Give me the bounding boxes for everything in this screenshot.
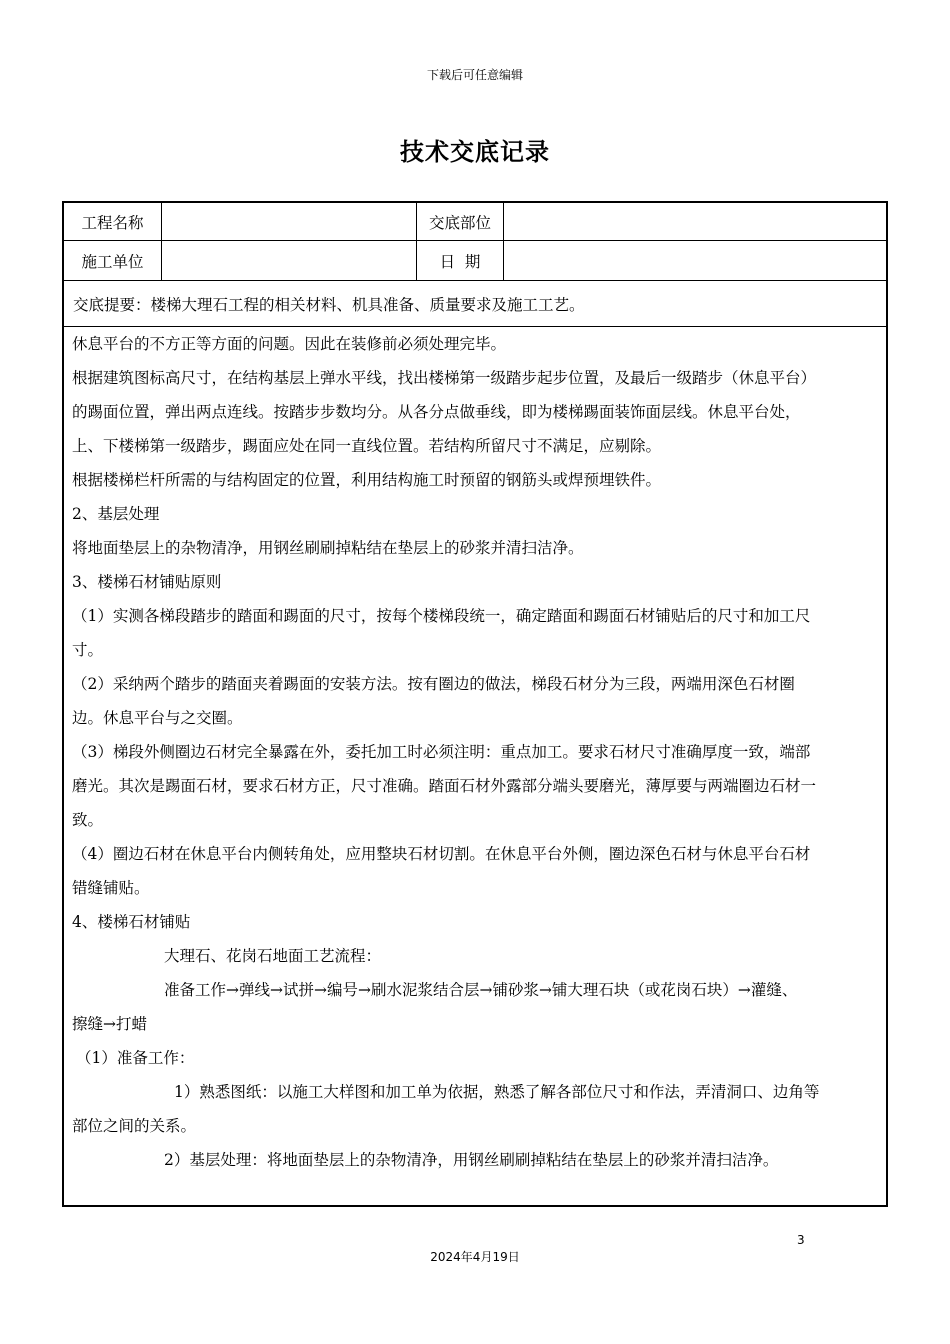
project-name-label: 工程名称: [81, 213, 144, 232]
content-line: 根据楼梯栏杆所需的与结构固定的位置，利用结构施工时预留的钢筋头或焊预埋铁件。: [72, 471, 662, 489]
disclosure-content: [64, 327, 886, 1177]
record-table: [62, 201, 888, 1207]
content-line: 寸。: [72, 641, 104, 659]
unit-field[interactable]: [161, 241, 416, 280]
content-line: 擦缝→打蜡: [72, 1015, 147, 1033]
content-line: （1）实测各梯段踏步的踏面和踢面的尺寸，按每个楼梯段统一，确定踏面和踢面石材铺贴后的尺寸和加工尺: [72, 607, 811, 625]
content-line: 2）基层处理：将地面垫层上的杂物清净，用钢丝刷刷掉粘结在垫层上的砂浆并清扫洁净。: [164, 1151, 779, 1169]
content-line: 1）熟悉图纸：以施工大样图和加工单为依据，熟悉了解各部位尺寸和作法，弄清洞口、边角等: [174, 1083, 820, 1101]
footer-date: 2024年4月19日: [430, 1250, 520, 1264]
content-line: （3）梯段外侧圈边石材完全暴露在外，委托加工时必须注明：重点加工。要求石材尺寸准确厚度一致，端部: [72, 743, 811, 761]
section-heading: 2、基层处理: [72, 505, 160, 523]
content-line: 休息平台的不方正等方面的问题。因此在装修前必须处理完毕。: [72, 335, 507, 353]
location-field[interactable]: [503, 203, 886, 240]
form-row-unit: [64, 241, 886, 281]
project-name-field[interactable]: [161, 203, 416, 240]
content-line: 的踢面位置，弹出两点连线。按踏步步数均分。从各分点做垂线，即为楼梯踢面装饰面层线。休息平台处，: [72, 403, 801, 421]
content-line: 致。: [72, 811, 104, 829]
content-line: （1）准备工作：: [76, 1049, 195, 1067]
content-line: 将地面垫层上的杂物清净，用钢丝刷刷掉粘结在垫层上的砂浆并清扫洁净。: [72, 539, 584, 557]
document-title: 技术交底记录: [400, 137, 550, 166]
content-line: 边。休息平台与之交圈。: [72, 709, 243, 727]
content-line: （4）圈边石材在休息平台内侧转角处，应用整块石材切割。在休息平台外侧，圈边深色石材与休息平台石材: [72, 845, 811, 863]
location-label: 交底部位: [416, 203, 503, 240]
content-line: 根据建筑图标高尺寸，在结构基层上弹水平线，找出楼梯第一级踏步起步位置，及最后一级踏步（休息平台）: [72, 369, 817, 387]
header-note: 下载后可任意编辑: [426, 68, 523, 82]
content-line: 准备工作→弹线→试拼→编号→刷水泥浆结合层→铺砂浆→铺大理石块（或花岗石块）→灌缝、: [164, 981, 798, 999]
content-line: 错缝铺贴。: [72, 879, 150, 897]
section-heading: 3、楼梯石材铺贴原则: [72, 573, 222, 591]
content-line: 部位之间的关系。: [72, 1117, 197, 1135]
unit-label: 施工单位: [81, 252, 144, 271]
date-field[interactable]: [503, 241, 886, 280]
disclosure-summary: 交底提要：楼梯大理石工程的相关材料、机具准备、质量要求及施工工艺。: [64, 281, 886, 327]
page-number: 3: [797, 1233, 805, 1247]
content-line: （2）采纳两个踏步的踏面夹着踢面的安装方法。按有圈边的做法，梯段石材分为三段，两端用深色石材圈: [72, 675, 795, 693]
content-line: 磨光。其次是踢面石材，要求石材方正，尺寸准确。踏面石材外露部分端头要磨光，薄厚要与两端圈边石材一: [72, 777, 817, 795]
content-line: 大理石、花岗石地面工艺流程：: [164, 947, 382, 965]
content-line: 上、下楼梯第一级踏步，踢面应处在同一直线位置。若结构所留尺寸不满足，应剔除。: [72, 437, 662, 455]
date-label: 日 期: [416, 241, 503, 280]
form-row-project: [64, 203, 886, 241]
section-heading: 4、楼梯石材铺贴: [72, 913, 191, 931]
